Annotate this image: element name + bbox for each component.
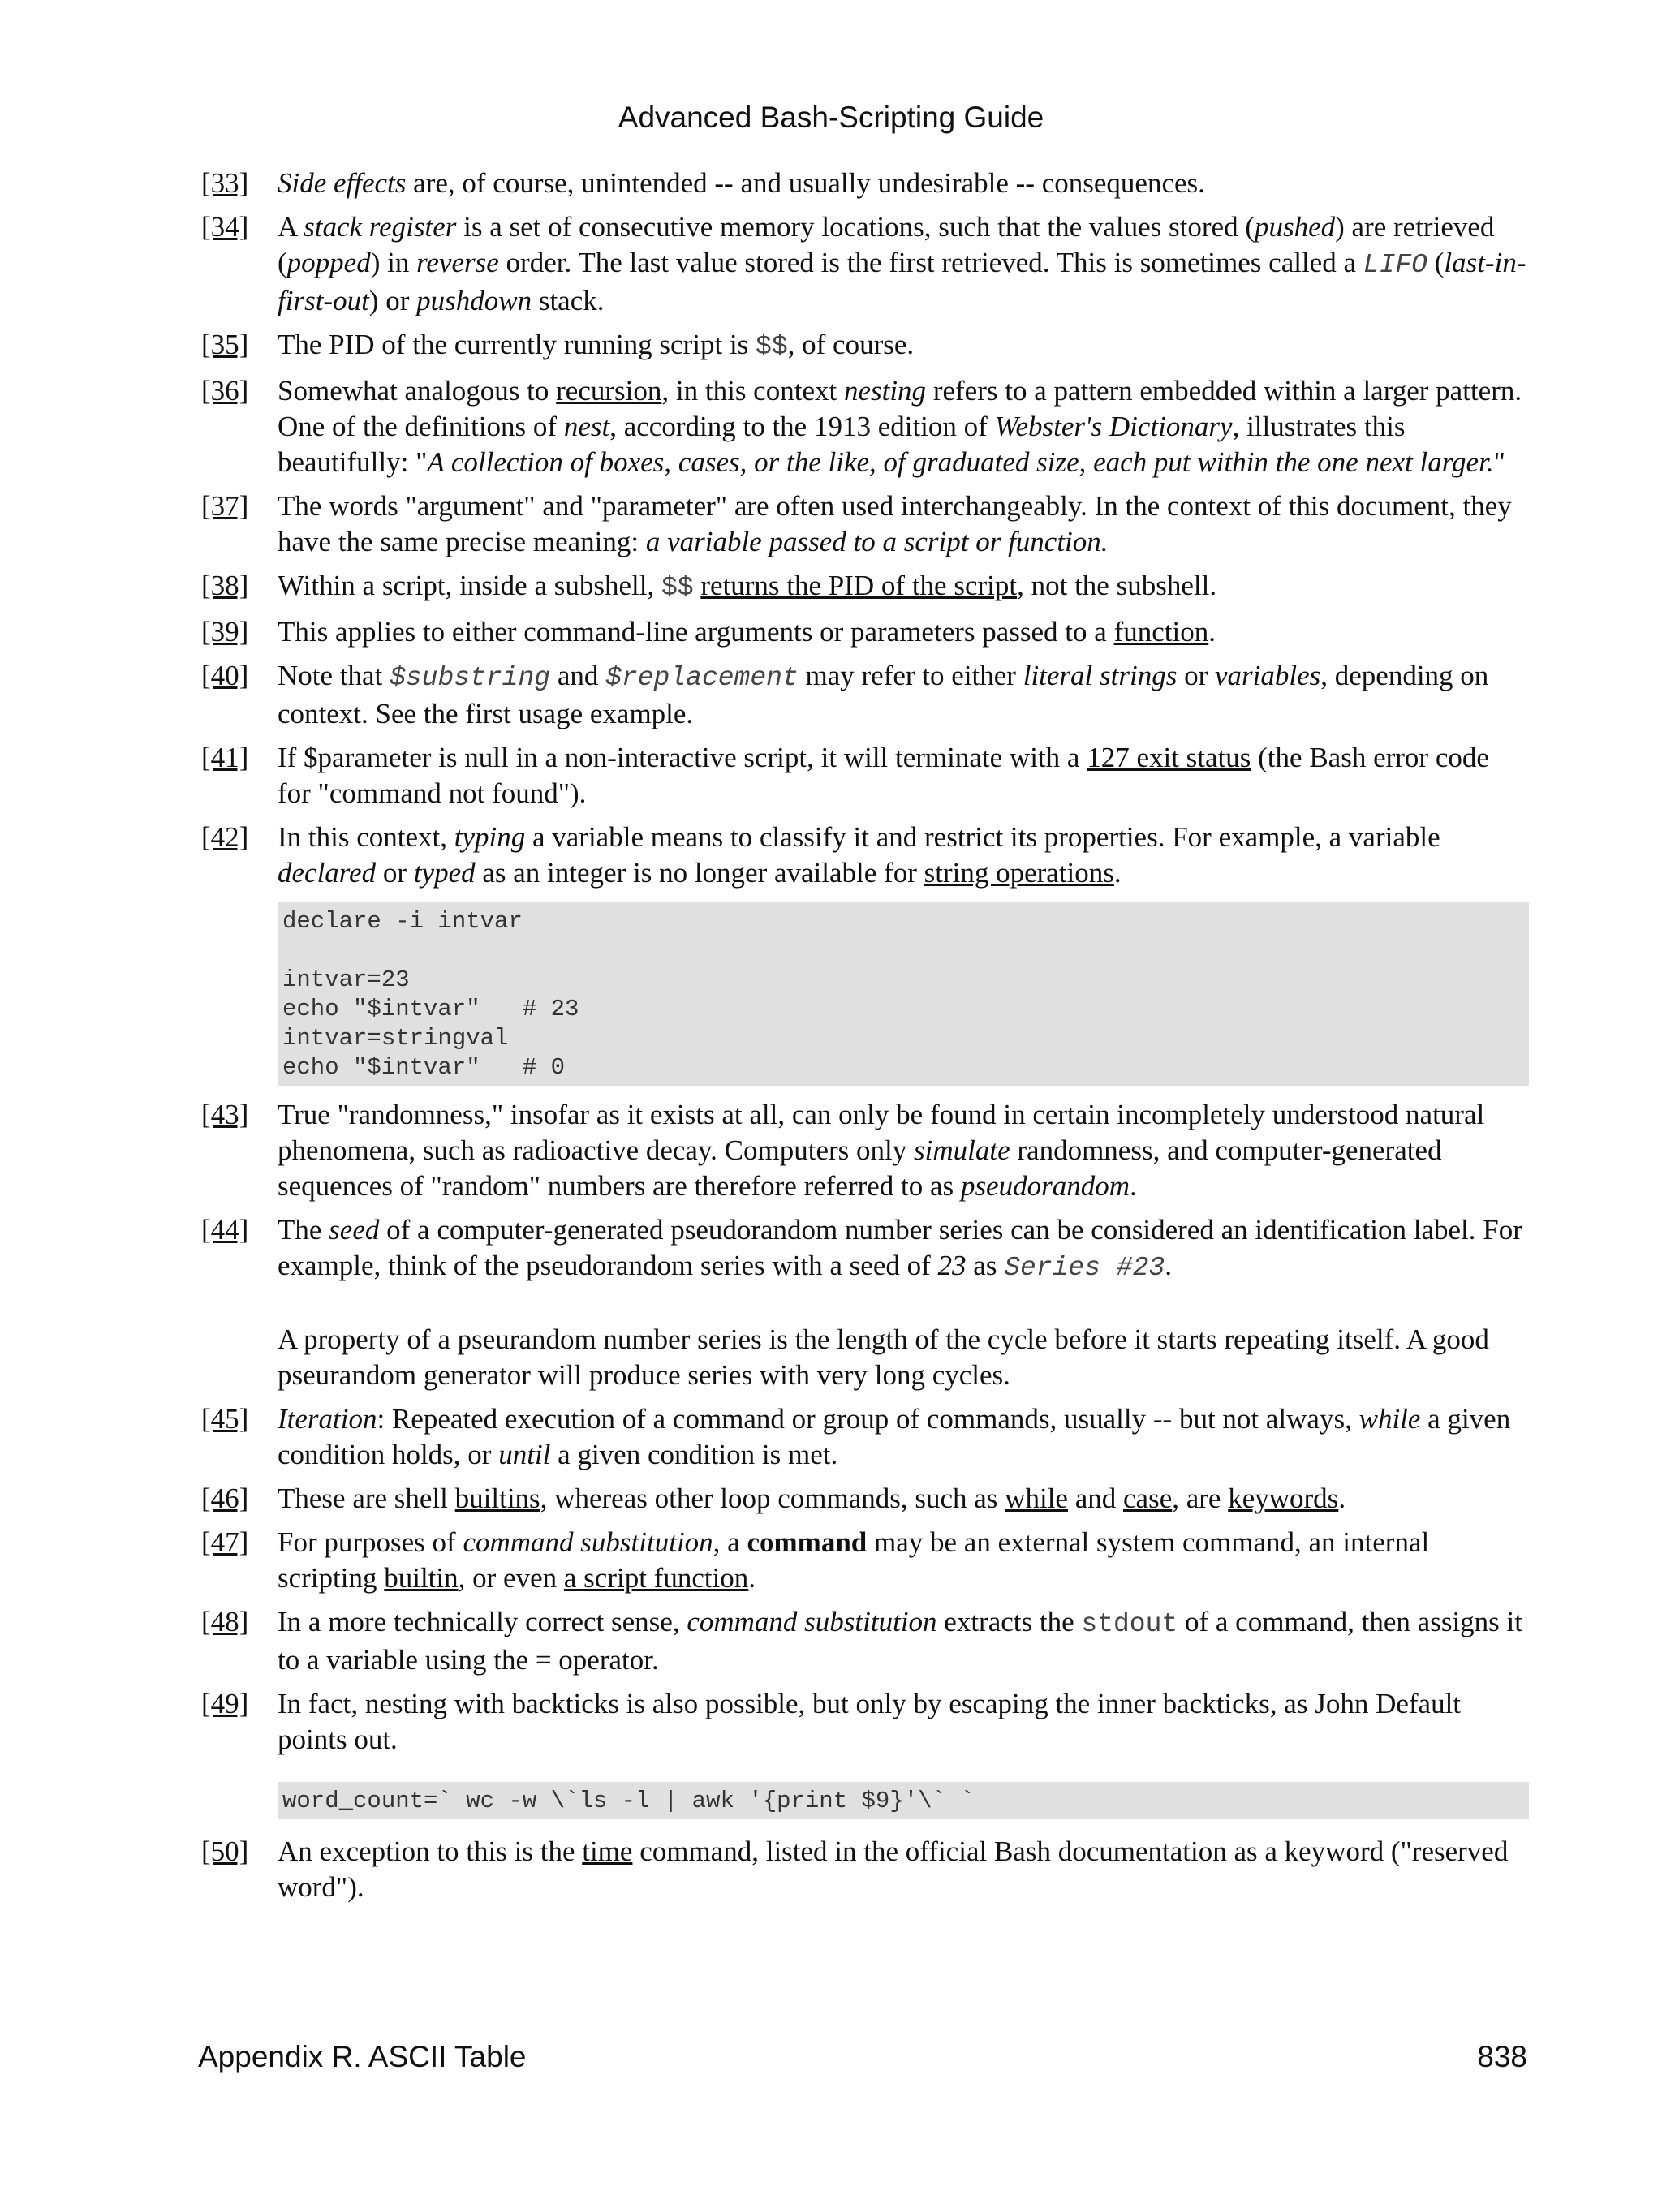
footnote-text <box>278 1604 1529 1678</box>
footnote-49 <box>201 1686 1529 1826</box>
footnote-37 <box>201 488 1529 560</box>
text: , of course. <box>787 329 915 360</box>
footnote-link-42[interactable]: [42] <box>201 821 249 853</box>
text: These are shell <box>278 1483 455 1514</box>
footnote-text <box>278 1401 1529 1473</box>
em-text: pushdown <box>416 285 532 316</box>
text: of a computer-generated pseudorandom number series can be considered an identification label. For example, think of the pseudorandom series with a seed of <box>278 1214 1522 1281</box>
em-text: pushed <box>1254 211 1336 243</box>
text: , in this context <box>661 375 844 407</box>
text: a given condition holds, or <box>278 1403 1511 1470</box>
text: randomness, and computer-generated sequences of "random" numbers are therefore referred to as <box>278 1134 1442 1202</box>
text: ) in <box>370 247 417 278</box>
text: A <box>278 211 304 243</box>
footnote-34 <box>201 209 1529 319</box>
em-text: literal strings <box>1023 660 1178 691</box>
footnote-47 <box>201 1525 1529 1596</box>
text: , are <box>1172 1483 1229 1514</box>
text: may refer to either <box>798 660 1023 691</box>
text: . <box>1130 1170 1137 1202</box>
text: stack. <box>532 285 605 316</box>
footnote-40 <box>201 658 1529 732</box>
footnote-text <box>278 740 1529 811</box>
text: . <box>1113 857 1122 889</box>
footnote-link-39[interactable]: [39] <box>201 616 249 648</box>
text: Somewhat analogous to <box>278 375 557 407</box>
link-time[interactable]: time <box>582 1835 633 1867</box>
footnote-text <box>278 209 1529 319</box>
text: . <box>1338 1483 1346 1514</box>
link-function[interactable]: function <box>1113 616 1209 648</box>
text: is a set of consecutive memory locations, such that the values stored ( <box>456 211 1255 243</box>
link-keywords[interactable]: keywords <box>1228 1483 1339 1514</box>
footnote-46 <box>201 1481 1529 1517</box>
link-case[interactable]: case <box>1123 1483 1173 1514</box>
footer-page-number: 838 <box>1477 2040 1527 2073</box>
footnote-link-46[interactable]: [46] <box>201 1483 249 1514</box>
text: . <box>748 1562 756 1594</box>
text: In a more technically correct sense, <box>278 1606 687 1637</box>
footnote-39 <box>201 614 1529 650</box>
text: as <box>966 1250 1005 1281</box>
em-text: seed <box>329 1214 380 1246</box>
footnote-text <box>278 373 1529 480</box>
em-text: nest <box>563 411 610 442</box>
footnote-link-36[interactable]: [36] <box>201 375 249 407</box>
text: If $parameter is null in a non-interactive script, it will terminate with a <box>278 742 1087 773</box>
footnote-link-48[interactable]: [48] <box>201 1606 249 1637</box>
text: or <box>376 857 414 889</box>
text: and <box>550 660 606 691</box>
footnote-link-47[interactable]: [47] <box>201 1526 249 1558</box>
code-lifo: LIFO <box>1363 250 1427 280</box>
footnote-text <box>278 327 1529 365</box>
footnote-link-44[interactable]: [44] <box>201 1214 249 1246</box>
em-text: last-in-first-out <box>278 247 1526 316</box>
link-builtin[interactable]: builtin <box>384 1562 459 1594</box>
footnote-link-33[interactable]: [33] <box>201 167 249 199</box>
code-replacement: $replacement <box>605 663 799 693</box>
text: The words "argument" and "parameter" are often used interchangeably. In the context of this document, they have the same precise meaning: <box>278 490 1512 557</box>
link-builtins[interactable]: builtins <box>454 1483 540 1514</box>
text: , or even <box>458 1562 564 1594</box>
footnote-text <box>278 1097 1529 1204</box>
footnote-link-35[interactable]: [35] <box>201 329 249 360</box>
text: are, of course, unintended -- and usually undesirable -- consequences. <box>406 167 1205 199</box>
code-pid: $$ <box>661 573 694 603</box>
paragraph: In fact, nesting with backticks is also possible, but only by escaping the inner backticks, as John Default points out. <box>278 1688 1462 1755</box>
footnote-text <box>278 820 1529 1089</box>
text: , illustrates this beautifully: " <box>278 411 1406 478</box>
footnote-36 <box>201 373 1529 480</box>
text: , whereas other loop commands, such as <box>540 1483 1005 1514</box>
footnote-44 <box>201 1212 1529 1393</box>
text: In this context, <box>278 821 454 853</box>
footnote-text <box>278 1834 1529 1905</box>
text: For purposes of <box>278 1526 463 1558</box>
footnote-33 <box>201 166 1529 201</box>
text: This applies to either command-line arguments or parameters passed to a <box>278 616 1114 648</box>
text: a given condition is met. <box>550 1439 838 1470</box>
text: command, listed in the official Bash documentation as a keyword ("reserved word"). <box>278 1835 1509 1903</box>
paragraph: A property of a pseurandom number series is the length of the cycle before it starts repeating itself. A good pseurandom generator will produce series with very long cycles. <box>278 1323 1489 1391</box>
footnote-text <box>278 568 1529 606</box>
text: a variable means to classify it and restrict its properties. For example, a variable <box>525 821 1440 853</box>
em-text: reverse <box>416 247 499 278</box>
text: refers to a pattern embedded within a larger pattern. One of the definitions of <box>278 375 1522 442</box>
text: order. The last value stored is the first retrieved. This is sometimes called a <box>498 247 1363 278</box>
footnote-42 <box>201 820 1529 1089</box>
text: ) are retrieved ( <box>278 211 1495 278</box>
em-text: nesting <box>843 375 927 407</box>
paragraph <box>278 1212 1529 1286</box>
text: , a <box>713 1526 747 1558</box>
code-substring: $substring <box>390 663 551 693</box>
footnote-45 <box>201 1401 1529 1473</box>
link-script-function[interactable]: a script function <box>563 1562 749 1594</box>
text: and <box>1067 1483 1123 1514</box>
footnote-38 <box>201 568 1529 606</box>
text: , depending on context. See the first usage example. <box>278 660 1489 729</box>
em-text: command substitution <box>687 1606 937 1637</box>
footnote-link-37[interactable]: [37] <box>201 490 249 522</box>
footnote-text <box>278 1481 1529 1517</box>
em-text: declared <box>278 857 377 889</box>
em-text: variables <box>1215 660 1321 691</box>
em-text: simulate <box>914 1134 1010 1166</box>
code-stdout: stdout <box>1081 1609 1178 1639</box>
text: The <box>278 1214 329 1246</box>
code-block-word-count: word_count=` wc -w \`ls -l | awk '{print $9}'\` ` <box>278 1782 1529 1819</box>
footnotes-list <box>201 166 1529 1913</box>
footnote-43 <box>201 1097 1529 1204</box>
footnote-text <box>278 1525 1529 1596</box>
text: may be an external system command, an internal scripting <box>278 1526 1430 1594</box>
footnote-text <box>278 488 1529 560</box>
text: True "randomness," insofar as it exists at all, can only be found in certain incompletely understood natural phenomena, such as radioactive decay. Computers only <box>278 1099 1485 1166</box>
footnote-35 <box>201 327 1529 365</box>
em-side-effects: Side effects <box>278 167 407 199</box>
footnote-text <box>278 614 1529 650</box>
footnote-link-45[interactable]: [45] <box>201 1403 249 1435</box>
em-text: popped <box>286 247 371 278</box>
text: extracts the <box>936 1606 1082 1637</box>
em-text: a variable passed to a script or function. <box>645 526 1109 557</box>
em-text: Webster's Dictionary <box>994 411 1233 442</box>
em-text: stack register <box>304 211 457 243</box>
footnote-link-34[interactable]: [34] <box>201 211 249 243</box>
footnote-link-40[interactable]: [40] <box>201 660 249 691</box>
link-string-operations[interactable]: string operations <box>924 857 1114 889</box>
footnote-41 <box>201 740 1529 811</box>
footnote-link-38[interactable]: [38] <box>201 570 249 601</box>
em-text: Iteration <box>278 1403 377 1435</box>
page-header: Advanced Bash-Scripting Guide <box>618 101 1044 134</box>
text: , not the subshell. <box>1017 570 1217 601</box>
em-text: typed <box>413 857 476 889</box>
footnote-link-41[interactable]: [41] <box>201 742 249 773</box>
text: (the Bash error code for "command not found"). <box>278 742 1489 809</box>
paragraph <box>278 820 1529 891</box>
text: as an integer is no longer available for <box>475 857 924 889</box>
em-text: while <box>1358 1403 1421 1435</box>
footnote-link-49[interactable]: [49] <box>201 1688 249 1719</box>
text: : Repeated execution of a command or group of commands, usually -- but not always, <box>377 1403 1359 1435</box>
footnote-text <box>278 1212 1529 1393</box>
text: , according to the 1913 edition of <box>609 411 995 442</box>
link-while[interactable]: while <box>1005 1483 1068 1514</box>
text: Note that <box>278 660 390 691</box>
text: ( <box>1427 247 1445 278</box>
link-pid-of-script[interactable]: returns the PID of the script <box>700 570 1018 601</box>
em-text: typing <box>454 821 526 853</box>
footnote-48 <box>201 1604 1529 1678</box>
footnote-text <box>278 1686 1529 1826</box>
text: Within a script, inside a subshell, <box>278 570 661 601</box>
strong-command: command <box>747 1526 868 1558</box>
em-text: 23 <box>937 1250 967 1281</box>
footnote-link-50[interactable]: [50] <box>201 1835 249 1867</box>
text: " <box>1493 446 1505 478</box>
em-text: until <box>498 1439 551 1470</box>
text: An exception to this is the <box>278 1835 583 1867</box>
em-text: command substitution <box>463 1526 713 1558</box>
footnote-text <box>278 166 1529 201</box>
link-exit-status[interactable]: 127 exit status <box>1087 742 1251 773</box>
em-text: pseudorandom <box>960 1170 1130 1202</box>
link-recursion[interactable]: recursion <box>556 375 662 407</box>
em-quote: A collection of boxes, cases, or the like, of graduated size, each put within the one next larger. <box>427 446 1494 478</box>
footnote-50 <box>201 1834 1529 1905</box>
text: or <box>1177 660 1215 691</box>
text: . <box>1165 1250 1172 1281</box>
code-block-declare: declare -i intvar intvar=23 echo "$intvar" # 23 intvar=stringval echo "$intvar" # 0 <box>278 902 1529 1086</box>
code-pid: $$ <box>756 332 788 362</box>
text: The PID of the currently running script is <box>278 329 756 360</box>
footnote-link-43[interactable]: [43] <box>201 1099 249 1130</box>
footer-chapter: Appendix R. ASCII Table <box>198 2040 527 2073</box>
text: . <box>1208 616 1216 648</box>
text: of a command, then assigns it to a variable using the = operator. <box>278 1606 1523 1676</box>
code-series: Series #23 <box>1004 1253 1165 1283</box>
text: ) or <box>368 285 417 316</box>
footnote-text <box>278 658 1529 732</box>
